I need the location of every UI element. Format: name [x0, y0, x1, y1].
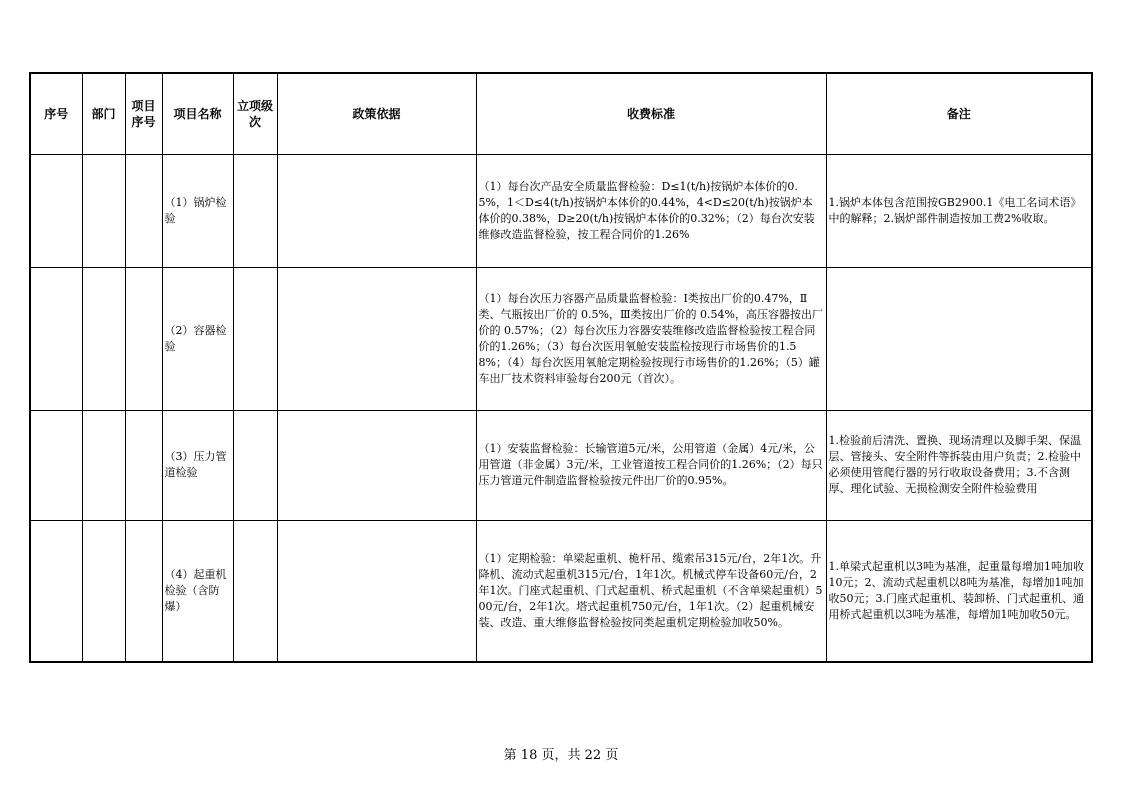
cell-remark	[826, 267, 1092, 410]
table-row	[30, 154, 1092, 267]
cell-item-seq	[125, 520, 162, 662]
page-footer	[0, 744, 1122, 763]
header-item-name: 项目名称	[162, 73, 233, 154]
cell-dept	[82, 154, 125, 267]
cell-policy	[277, 267, 476, 410]
cell-policy	[277, 154, 476, 267]
cell-level	[233, 520, 277, 662]
cell-seq	[30, 154, 82, 267]
cell-item-seq	[125, 154, 162, 267]
cell-seq	[30, 520, 82, 662]
page-number: 18	[520, 748, 538, 763]
cell-dept	[82, 267, 125, 410]
cell-item-name: （1）锅炉检验	[162, 154, 233, 267]
header-remark: 备注	[826, 73, 1092, 154]
footer-suffix: 页	[605, 748, 619, 763]
footer-middle: 页，共	[541, 748, 581, 763]
header-dept: 部门	[82, 73, 125, 154]
table-row	[30, 520, 1092, 662]
header-seq: 序号	[30, 73, 82, 154]
cell-fee: （1）每台次产品安全质量监督检验：D≤1(t/h)按锅炉本体价的0.5%，1＜D≤4(t/h)按锅炉本体价的0.44%，4<D≤20(t/h)按锅炉本体价的0.38%，D≥20(t/h)按锅炉本体价的0.32%；（2）每台次安装维修改造监督检验，按工程合同价的1.26%	[476, 154, 826, 267]
footer-prefix: 第	[503, 748, 517, 763]
cell-level	[233, 267, 277, 410]
cell-policy	[277, 520, 476, 662]
cell-fee: （1）安装监督检验：长输管道5元/米，公用管道（金属）4元/米，公用管道（非金属）3元/米，工业管道按工程合同价的1.26%；（2）每只压力管道元件制造监督检验按元件出厂价的0.95%。	[476, 410, 826, 520]
cell-seq	[30, 410, 82, 520]
cell-dept	[82, 410, 125, 520]
cell-item-seq	[125, 267, 162, 410]
cell-remark: 1.检验前后清洗、置换、现场清理以及脚手架、保温层、管接头、安全附件等拆装由用户负责；2.检验中必须使用管爬行器的另行收取设备费用；3.不含测厚、理化试验、无损检测安全附件检验费用	[826, 410, 1092, 520]
table-header-row	[30, 73, 1092, 154]
table-row	[30, 267, 1092, 410]
cell-item-seq	[125, 410, 162, 520]
cell-item-name: （2）容器检验	[162, 267, 233, 410]
cell-dept	[82, 520, 125, 662]
cell-level	[233, 154, 277, 267]
header-item-seq: 项目序号	[125, 73, 162, 154]
cell-level	[233, 410, 277, 520]
cell-fee: （1）每台次压力容器产品质量监督检验：I类按出厂价的0.47%，Ⅱ类、气瓶按出厂价的 0.5%，Ⅲ类按出厂价的 0.54%，高压容器按出厂价的 0.57%；（2）每台次压力容器安装维修改造监督检验按工程合同价的1.26%；（3）每台次医用氧舱安装监检按现行市场售价的1.58%；（4）每台次医用氧舱定期检验按现行市场售价的1.26%；（5）罐车出厂技术资料审验每台200元（首次）。	[476, 267, 826, 410]
cell-fee: （1）定期检验：单梁起重机、桅杆吊、缆索吊315元/台，2年1次。升降机、流动式起重机315元/台，1年1次。机械式停车设备60元/台，2年1次。门座式起重机、门式起重机、桥式起重机（不含单梁起重机）500元/台，2年1次。塔式起重机750元/台，1年1次。（2）起重机械安装、改造、重大维修监督检验按同类起重机定期检验加收50%。	[476, 520, 826, 662]
cell-seq	[30, 267, 82, 410]
table-row	[30, 410, 1092, 520]
cell-item-name: （3）压力管道检验	[162, 410, 233, 520]
header-fee: 收费标准	[476, 73, 826, 154]
cell-remark: 1.单梁式起重机以3吨为基准，起重量每增加1吨加收10元；2、流动式起重机以8吨为基准，每增加1吨加收50元；3.门座式起重机、装卸桥、门式起重机、通用桥式起重机以3吨为基准，每增加1吨加收50元。	[826, 520, 1092, 662]
header-policy: 政策依据	[277, 73, 476, 154]
cell-item-name: （4）起重机检验（含防爆）	[162, 520, 233, 662]
header-level: 立项级次	[233, 73, 277, 154]
total-pages: 22	[584, 748, 602, 763]
cell-remark: 1.锅炉本体包含范围按GB2900.1《电工名词术语》中的解释；2.锅炉部件制造按加工费2%收取。	[826, 154, 1092, 267]
fee-standard-table	[29, 72, 1093, 663]
cell-policy	[277, 410, 476, 520]
